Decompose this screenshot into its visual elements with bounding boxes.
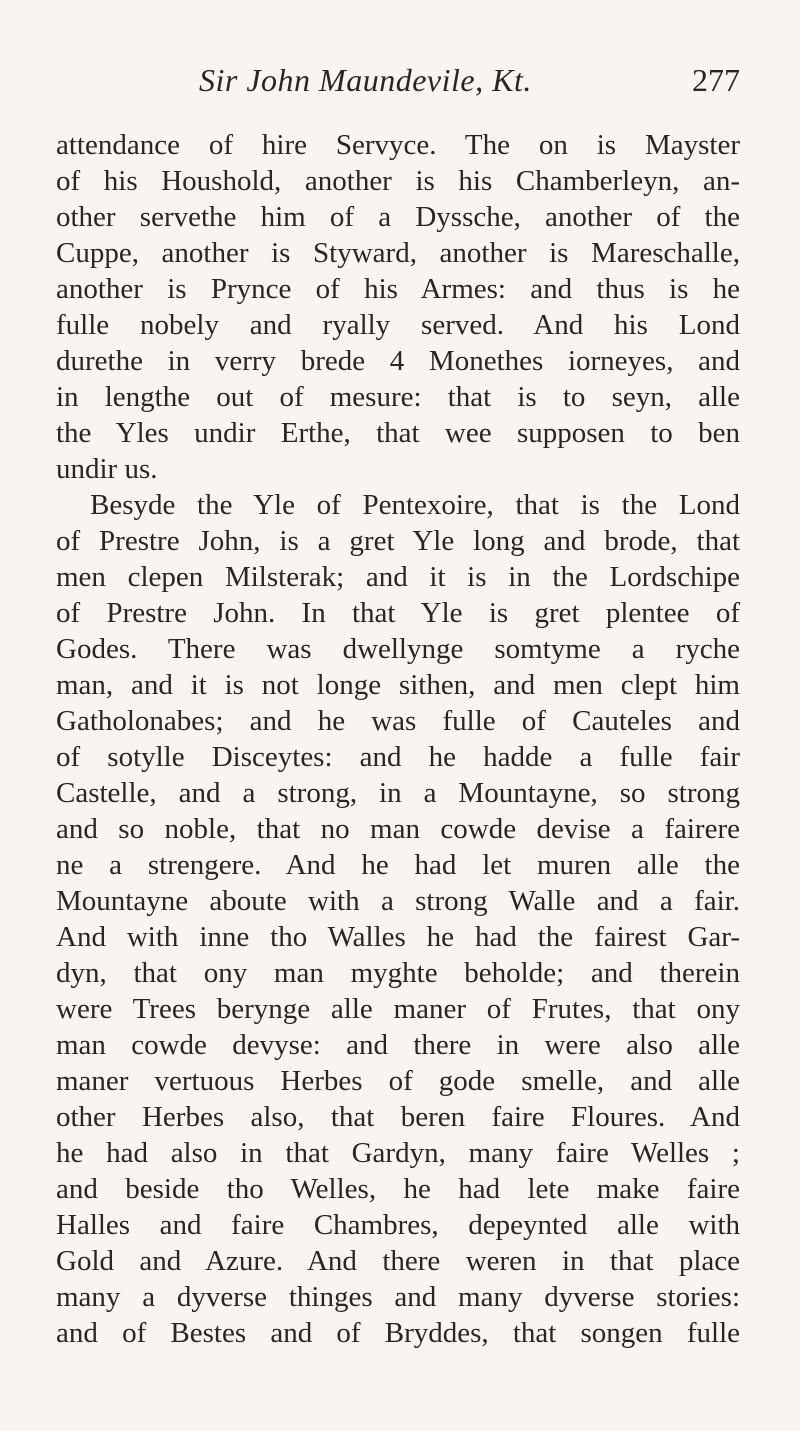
text-line: many a dyverse thinges and many dyverse stories:: [56, 1281, 740, 1313]
text-line: of sotylle Disceytes: and he hadde a fulle fair: [56, 741, 740, 773]
body-text: [56, 127, 740, 1351]
text-line: fulle nobely and ryally served. And his Lond: [56, 309, 740, 341]
text-line: of Prestre John, is a gret Yle long and brode, that: [56, 525, 740, 557]
text-line: and beside tho Welles, he had lete make faire: [56, 1173, 740, 1205]
text-line: Cuppe, another is Styward, another is Mareschalle,: [56, 237, 740, 269]
text-line: Gatholonabes; and he was fulle of Cauteles and: [56, 705, 740, 737]
text-line: Besyde the Yle of Pentexoire, that is the Lond: [90, 489, 740, 521]
page-number: 277: [692, 62, 740, 98]
paragraph-2: [56, 487, 740, 1351]
text-line: man, and it is not longe sithen, and men clept him: [56, 669, 740, 701]
text-line: attendance of hire Servyce. The on is Mayster: [56, 129, 740, 161]
text-line: the Yles undir Erthe, that wee supposen to ben: [56, 417, 740, 449]
text-line: and of Bestes and of Bryddes, that songen fulle: [56, 1317, 740, 1349]
paragraph-1: [56, 127, 740, 487]
running-title: Sir John Maundevile, Kt.: [199, 62, 532, 98]
text-line: another is Prynce of his Armes: and thus is he: [56, 273, 740, 305]
text-line: and so noble, that no man cowde devise a fairere: [56, 813, 740, 845]
text-line: Gold and Azure. And there weren in that place: [56, 1245, 740, 1277]
text-line: were Trees berynge alle maner of Frutes, that ony: [56, 993, 740, 1025]
page-header: [56, 62, 740, 102]
text-line: Castelle, and a strong, in a Mountayne, so strong: [56, 777, 740, 809]
text-line: And with inne tho Walles he had the fairest Gar-: [56, 921, 740, 953]
text-line: men clepen Milsterak; and it is in the Lordschipe: [56, 561, 740, 593]
text-line: maner vertuous Herbes of gode smelle, and alle: [56, 1065, 740, 1097]
text-line: in lengthe out of mesure: that is to seyn, alle: [56, 381, 740, 413]
text-line: dyn, that ony man myghte beholde; and therein: [56, 957, 740, 989]
text-line: undir us.: [56, 453, 158, 485]
text-line: of Prestre John. In that Yle is gret plentee of: [56, 597, 740, 629]
text-line: ne a strengere. And he had let muren alle the: [56, 849, 740, 881]
text-line: man cowde devyse: and there in were also alle: [56, 1029, 740, 1061]
text-line: durethe in verry brede 4 Monethes iorneyes, and: [56, 345, 740, 377]
text-line: other Herbes also, that beren faire Floures. And: [56, 1101, 740, 1133]
text-line: other servethe him of a Dyssche, another of the: [56, 201, 740, 233]
text-line: Halles and faire Chambres, depeynted alle with: [56, 1209, 740, 1241]
text-line: Mountayne aboute with a strong Walle and a fair.: [56, 885, 740, 917]
text-line: of his Houshold, another is his Chamberleyn, an-: [56, 165, 740, 197]
text-line: he had also in that Gardyn, many faire Welles ;: [56, 1137, 740, 1169]
text-line: Godes. There was dwellynge somtyme a ryche: [56, 633, 740, 665]
